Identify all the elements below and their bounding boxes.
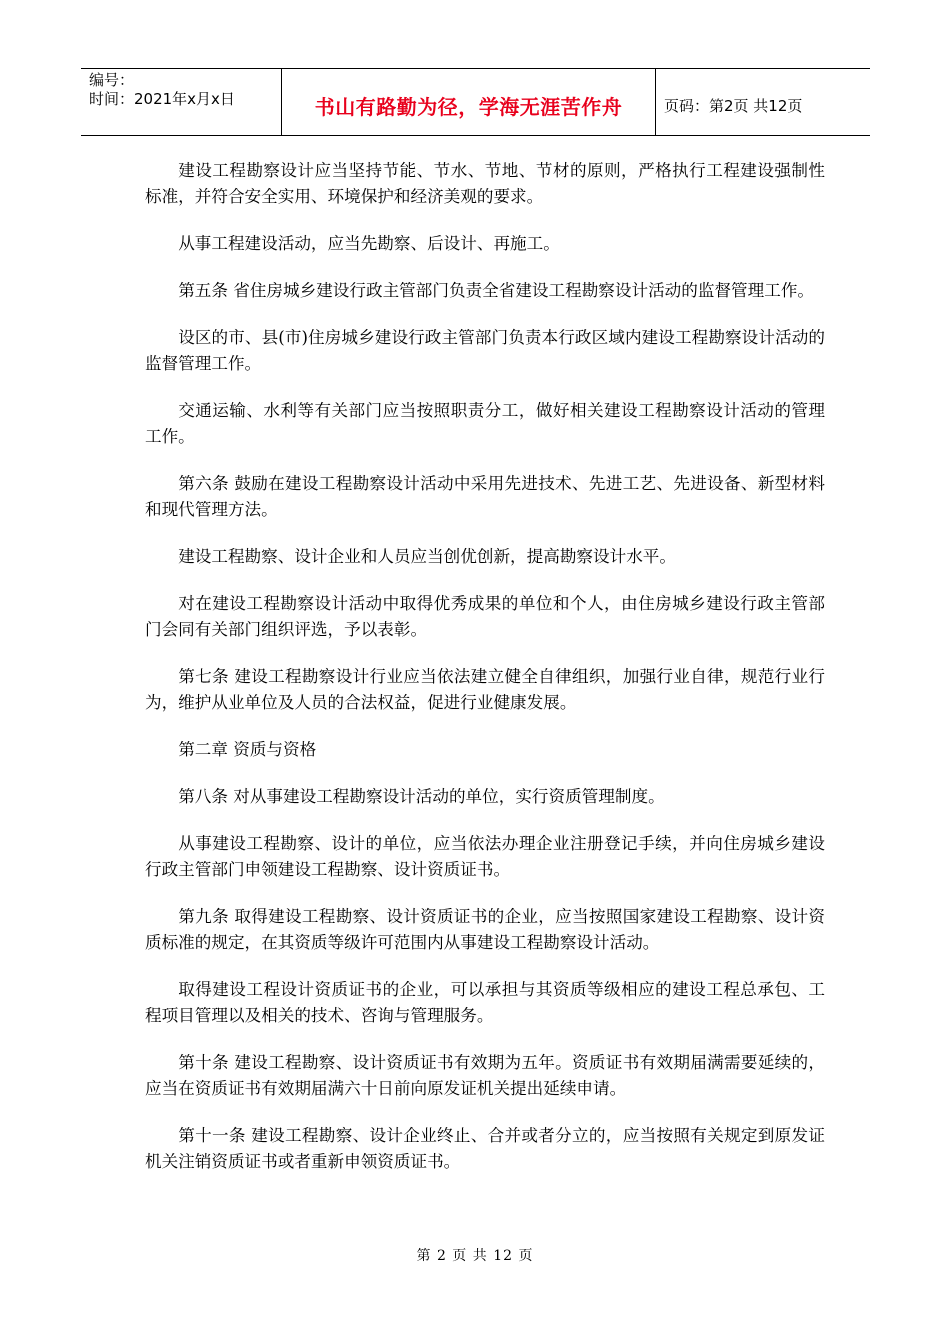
paragraph: 第六条 鼓励在建设工程勘察设计活动中采用先进技术、先进工艺、先进设备、新型材料和现代管理方法。 — [145, 474, 825, 519]
document-date: 时间：2021年x月x日 — [89, 90, 235, 108]
document-number-label: 编号： — [89, 71, 135, 89]
paragraph: 第十一条 建设工程勘察、设计企业终止、合并或者分立的，应当按照有关规定到原发证机关注销资质证书或者重新申领资质证书。 — [145, 1126, 825, 1171]
header-meta-cell — [81, 69, 282, 135]
paragraph: 第五条 省住房城乡建设行政主管部门负责全省建设工程勘察设计活动的监督管理工作。 — [178, 281, 815, 300]
page-footer: 第 2 页 共 12 页 — [416, 1248, 534, 1264]
paragraph: 第十条 建设工程勘察、设计资质证书有效期为五年。资质证书有效期届满需要延续的，应当在资质证书有效期届满六十日前向原发证机关提出延续申请。 — [145, 1053, 825, 1098]
header-motto-cell — [282, 69, 656, 135]
paragraph: 对在建设工程勘察设计活动中取得优秀成果的单位和个人，由住房城乡建设行政主管部门会同有关部门组织评选，予以表彰。 — [145, 594, 825, 639]
paragraph: 从事建设工程勘察、设计的单位，应当依法办理企业注册登记手续，并向住房城乡建设行政主管部门申领建设工程勘察、设计资质证书。 — [145, 834, 825, 879]
paragraph: 第七条 建设工程勘察设计行业应当依法建立健全自律组织，加强行业自律，规范行业行为，维护从业单位及人员的合法权益，促进行业健康发展。 — [145, 667, 825, 712]
paragraph: 从事工程建设活动，应当先勘察、后设计、再施工。 — [178, 234, 560, 253]
page-header — [81, 68, 870, 136]
paragraph: 取得建设工程设计资质证书的企业，可以承担与其资质等级相应的建设工程总承包、工程项目管理以及相关的技术、咨询与管理服务。 — [145, 980, 825, 1025]
paragraph: 建设工程勘察设计应当坚持节能、节水、节地、节材的原则，严格执行工程建设强制性标准，并符合安全实用、环境保护和经济美观的要求。 — [145, 161, 825, 206]
header-page-info: 页码：第2页 共12页 — [664, 96, 803, 115]
paragraph: 设区的市、县(市)住房城乡建设行政主管部门负责本行政区域内建设工程勘察设计活动的监督管理工作。 — [145, 328, 825, 373]
paragraph: 交通运输、水利等有关部门应当按照职责分工，做好相关建设工程勘察设计活动的管理工作。 — [145, 401, 825, 446]
paragraph: 第九条 取得建设工程勘察、设计资质证书的企业，应当按照国家建设工程勘察、设计资质标准的规定，在其资质等级许可范围内从事建设工程勘察设计活动。 — [145, 907, 825, 952]
paragraph: 第八条 对从事建设工程勘察设计活动的单位，实行资质管理制度。 — [178, 787, 665, 806]
document-body — [145, 158, 825, 1175]
paragraph: 建设工程勘察、设计企业和人员应当创优创新，提高勘察设计水平。 — [178, 547, 676, 566]
header-motto: 书山有路勤为径，学海无涯苦作舟 — [314, 94, 623, 119]
header-page-cell — [656, 69, 870, 135]
chapter-heading: 第二章 资质与资格 — [178, 740, 317, 759]
